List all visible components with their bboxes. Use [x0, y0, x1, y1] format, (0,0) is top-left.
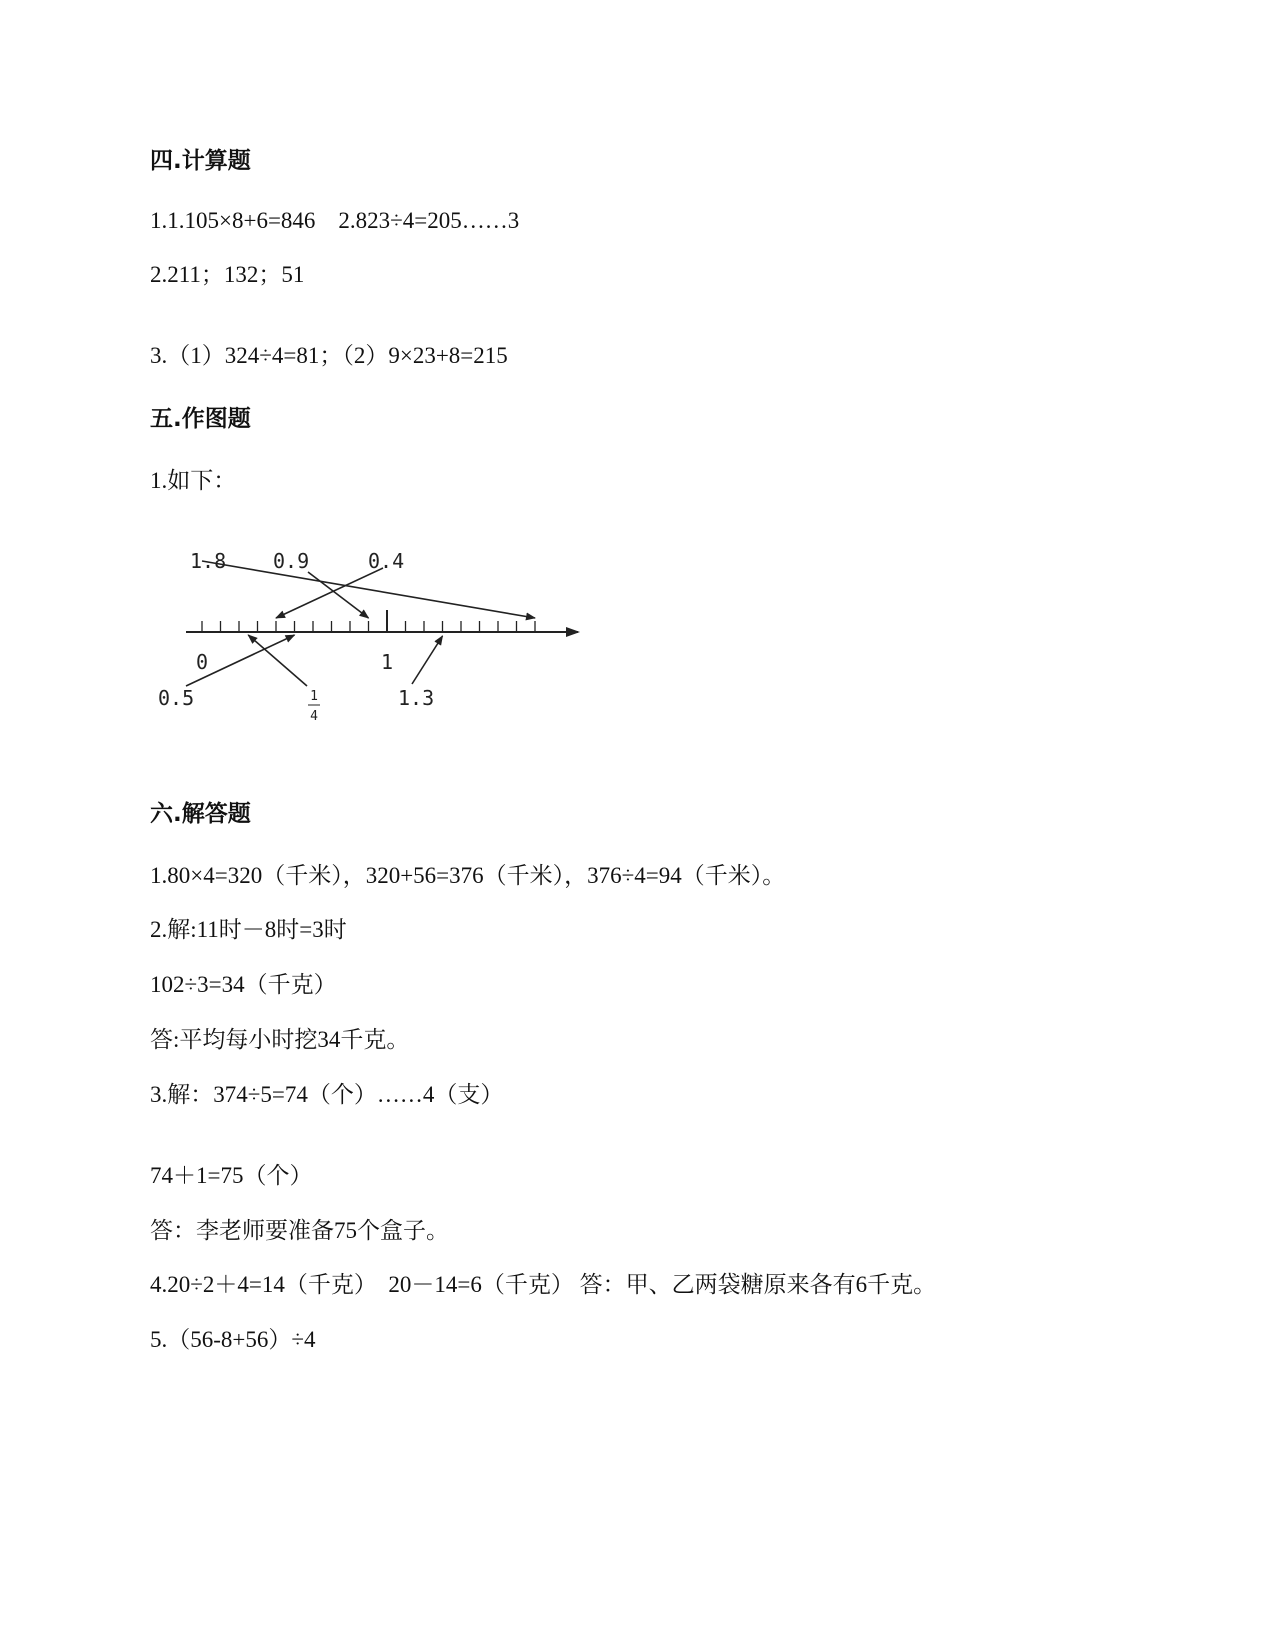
- answer-line: 74＋1=75（个）: [150, 1163, 313, 1188]
- answer-line: 答:平均每小时挖34千克。: [150, 1027, 410, 1052]
- label-0-4: 0.4: [368, 549, 405, 574]
- section-heading-drawing: 五.作图题: [150, 406, 251, 432]
- axis-arrow-head: [566, 627, 580, 637]
- fraction-numerator: 1: [310, 689, 318, 704]
- section-heading-solutions: 六.解答题: [150, 801, 251, 827]
- arrow-v04: [276, 568, 383, 618]
- answer-line: 答：李老师要准备75个盒子。: [150, 1218, 449, 1243]
- arrow-v13: [412, 636, 443, 684]
- axis-label-one: 1: [381, 650, 394, 674]
- label-0-5: 0.5: [158, 686, 195, 711]
- answer-line: 5.（56-8+56）÷4: [150, 1327, 316, 1352]
- answer-line: 2.211；132；51: [150, 262, 305, 287]
- number-line-figure: [150, 545, 610, 770]
- fraction-denominator: 4: [310, 709, 318, 724]
- label-0-9: 0.9: [273, 549, 310, 574]
- answer-line: 1.80×4=320（千米），320+56=376（千米），376÷4=94（千米）。: [150, 863, 786, 888]
- label-1-3: 1.3: [398, 686, 435, 711]
- answer-line: 1.如下：: [150, 468, 237, 493]
- answer-line: 2.解:11时－8时=3时: [150, 917, 347, 942]
- label-one-quarter: [308, 689, 320, 724]
- answer-line: 102÷3=34（千克）: [150, 972, 337, 997]
- section-heading-calculation: 四.计算题: [150, 148, 251, 174]
- axis-label-zero: 0: [196, 650, 209, 674]
- answer-line: 4.20÷2＋4=14（千克） 20－14=6（千克） 答：甲、乙两袋糖原来各有6千克。: [150, 1272, 937, 1297]
- answer-line: 3.解：374÷5=74（个）……4（支）: [150, 1082, 504, 1107]
- tick-marks: [202, 610, 535, 632]
- answer-line: 1.1.105×8+6=846 2.823÷4=205……3: [150, 208, 520, 233]
- label-1-8: 1.8: [190, 549, 227, 574]
- answer-line: 3.（1）324÷4=81；（2）9×23+8=215: [150, 343, 508, 368]
